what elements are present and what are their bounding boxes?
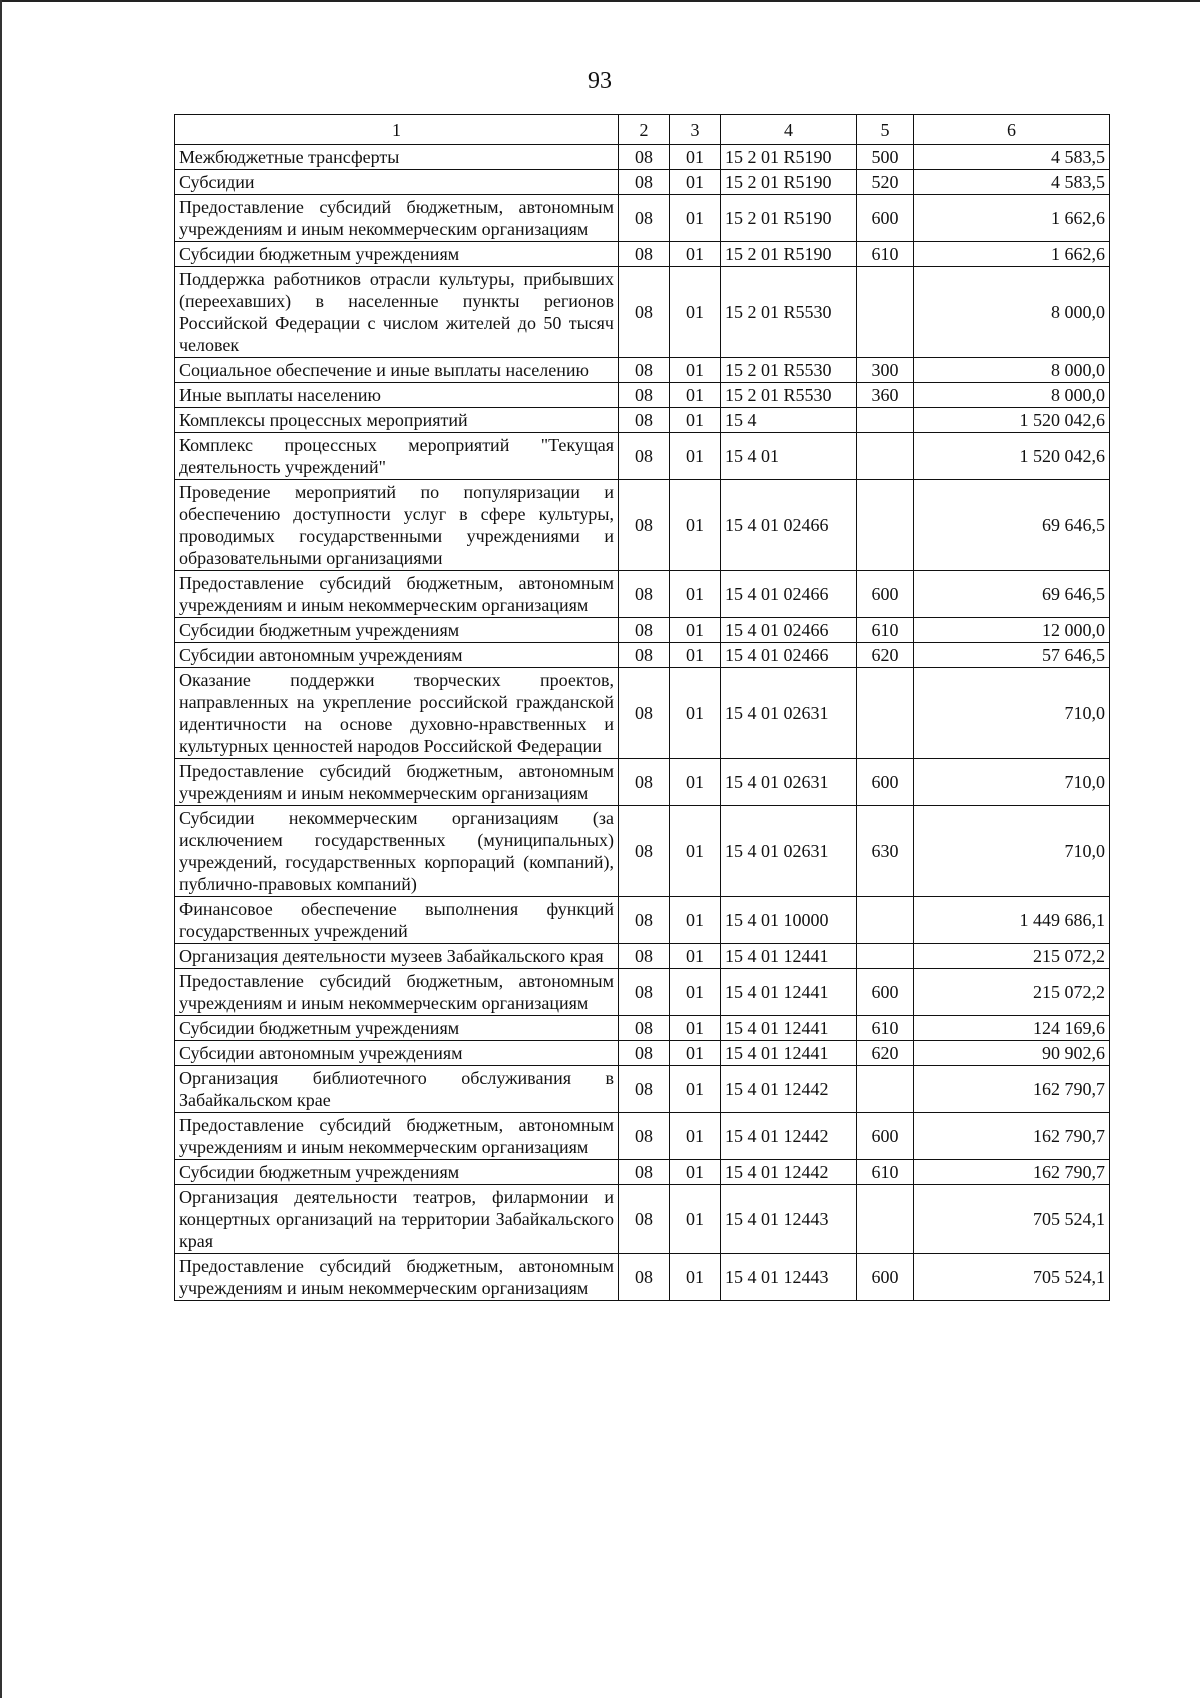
header-cell: 4 (721, 115, 857, 145)
table-row (175, 1160, 1110, 1185)
cell-target-code: 15 4 01 02631 (721, 668, 857, 759)
table-row (175, 1041, 1110, 1066)
cell-target-code: 15 4 01 12442 (721, 1160, 857, 1185)
cell-amount: 1 520 042,6 (914, 408, 1110, 433)
cell-target-code: 15 4 01 02466 (721, 643, 857, 668)
cell-target-code: 15 2 01 R5530 (721, 383, 857, 408)
cell-target-code: 15 4 01 02466 (721, 571, 857, 618)
cell-amount: 124 169,6 (914, 1016, 1110, 1041)
cell-amount: 12 000,0 (914, 618, 1110, 643)
header-cell: 2 (619, 115, 670, 145)
cell-amount: 162 790,7 (914, 1066, 1110, 1113)
cell-expense-type: 610 (857, 1160, 914, 1185)
cell-section: 08 (619, 969, 670, 1016)
cell-target-code: 15 2 01 R5530 (721, 358, 857, 383)
cell-section: 08 (619, 242, 670, 267)
cell-amount: 710,0 (914, 759, 1110, 806)
cell-name: Субсидии некоммерческим организациям (за исключением государственных (муниципальных) учреждений, государственных корпораций (компаний), публично-правовых компаний) (175, 806, 619, 897)
cell-target-code: 15 4 (721, 408, 857, 433)
table-row (175, 969, 1110, 1016)
cell-expense-type: 630 (857, 806, 914, 897)
cell-subsection: 01 (670, 1185, 721, 1254)
table-row (175, 480, 1110, 571)
cell-section: 08 (619, 383, 670, 408)
cell-name: Оказание поддержки творческих проектов, направленных на укрепление российской гражданской идентичности на основе духовно-нравственных и культурных ценностей народов Российской Федерации (175, 668, 619, 759)
cell-expense-type: 610 (857, 1016, 914, 1041)
cell-target-code: 15 2 01 R5190 (721, 170, 857, 195)
cell-subsection: 01 (670, 806, 721, 897)
cell-target-code: 15 4 01 02466 (721, 618, 857, 643)
cell-subsection: 01 (670, 643, 721, 668)
cell-name: Комплексы процессных мероприятий (175, 408, 619, 433)
cell-expense-type: 600 (857, 969, 914, 1016)
cell-subsection: 01 (670, 897, 721, 944)
cell-amount: 4 583,5 (914, 170, 1110, 195)
cell-subsection: 01 (670, 1066, 721, 1113)
table-row (175, 944, 1110, 969)
cell-section: 08 (619, 944, 670, 969)
cell-subsection: 01 (670, 480, 721, 571)
cell-name: Организация деятельности театров, филармонии и концертных организаций на территории Забайкальского края (175, 1185, 619, 1254)
table-row (175, 806, 1110, 897)
cell-expense-type (857, 1066, 914, 1113)
cell-expense-type: 620 (857, 1041, 914, 1066)
table-row (175, 383, 1110, 408)
cell-amount: 162 790,7 (914, 1160, 1110, 1185)
cell-subsection: 01 (670, 1160, 721, 1185)
cell-section: 08 (619, 433, 670, 480)
cell-expense-type: 360 (857, 383, 914, 408)
cell-amount: 710,0 (914, 668, 1110, 759)
cell-section: 08 (619, 408, 670, 433)
cell-section: 08 (619, 1066, 670, 1113)
cell-name: Проведение мероприятий по популяризации и обеспечению доступности услуг в сфере культуры, проводимых государственными учреждениями и образовательными организациями (175, 480, 619, 571)
cell-section: 08 (619, 1041, 670, 1066)
cell-subsection: 01 (670, 408, 721, 433)
cell-amount: 8 000,0 (914, 267, 1110, 358)
cell-amount: 1 449 686,1 (914, 897, 1110, 944)
cell-subsection: 01 (670, 383, 721, 408)
cell-subsection: 01 (670, 145, 721, 170)
cell-name: Организация деятельности музеев Забайкальского края (175, 944, 619, 969)
cell-target-code: 15 4 01 (721, 433, 857, 480)
cell-name: Социальное обеспечение и иные выплаты населению (175, 358, 619, 383)
cell-name: Предоставление субсидий бюджетным, автономным учреждениям и иным некоммерческим организациям (175, 969, 619, 1016)
cell-subsection: 01 (670, 571, 721, 618)
cell-section: 08 (619, 170, 670, 195)
cell-subsection: 01 (670, 1016, 721, 1041)
header-cell: 5 (857, 115, 914, 145)
cell-amount: 69 646,5 (914, 480, 1110, 571)
cell-target-code: 15 4 01 12441 (721, 1016, 857, 1041)
scan-edge-top (0, 0, 1200, 2)
cell-subsection: 01 (670, 267, 721, 358)
table-row (175, 897, 1110, 944)
cell-amount: 90 902,6 (914, 1041, 1110, 1066)
cell-amount: 1 662,6 (914, 195, 1110, 242)
table-row (175, 267, 1110, 358)
cell-name: Предоставление субсидий бюджетным, автономным учреждениям и иным некоммерческим организациям (175, 759, 619, 806)
cell-section: 08 (619, 480, 670, 571)
table-row (175, 145, 1110, 170)
cell-subsection: 01 (670, 969, 721, 1016)
cell-name: Иные выплаты населению (175, 383, 619, 408)
cell-target-code: 15 2 01 R5190 (721, 242, 857, 267)
cell-section: 08 (619, 618, 670, 643)
cell-expense-type: 500 (857, 145, 914, 170)
cell-amount: 710,0 (914, 806, 1110, 897)
cell-name: Предоставление субсидий бюджетным, автономным учреждениям и иным некоммерческим организациям (175, 195, 619, 242)
cell-section: 08 (619, 643, 670, 668)
cell-section: 08 (619, 1254, 670, 1301)
cell-amount: 57 646,5 (914, 643, 1110, 668)
cell-target-code: 15 2 01 R5190 (721, 145, 857, 170)
table-row (175, 668, 1110, 759)
cell-amount: 162 790,7 (914, 1113, 1110, 1160)
cell-name: Субсидии бюджетным учреждениям (175, 1160, 619, 1185)
table-row (175, 1066, 1110, 1113)
cell-section: 08 (619, 806, 670, 897)
cell-amount: 215 072,2 (914, 969, 1110, 1016)
cell-name: Субсидии автономным учреждениям (175, 643, 619, 668)
cell-subsection: 01 (670, 1041, 721, 1066)
cell-name: Субсидии автономным учреждениям (175, 1041, 619, 1066)
budget-table (174, 114, 1110, 1301)
cell-expense-type: 620 (857, 643, 914, 668)
cell-subsection: 01 (670, 195, 721, 242)
cell-name: Предоставление субсидий бюджетным, автономным учреждениям и иным некоммерческим организациям (175, 1113, 619, 1160)
cell-expense-type: 600 (857, 759, 914, 806)
cell-target-code: 15 4 01 12441 (721, 1041, 857, 1066)
cell-section: 08 (619, 897, 670, 944)
header-cell: 6 (914, 115, 1110, 145)
cell-expense-type: 600 (857, 1113, 914, 1160)
table-row (175, 358, 1110, 383)
cell-name: Поддержка работников отрасли культуры, прибывших (переехавших) в населенные пункты регионов Российской Федерации с числом жителей до 50 тысяч человек (175, 267, 619, 358)
cell-amount: 705 524,1 (914, 1185, 1110, 1254)
cell-subsection: 01 (670, 1254, 721, 1301)
cell-target-code: 15 4 01 12442 (721, 1113, 857, 1160)
header-row (175, 115, 1110, 145)
cell-amount: 69 646,5 (914, 571, 1110, 618)
cell-target-code: 15 2 01 R5190 (721, 195, 857, 242)
table-row (175, 1254, 1110, 1301)
cell-expense-type: 600 (857, 195, 914, 242)
cell-target-code: 15 4 01 12441 (721, 969, 857, 1016)
cell-expense-type (857, 433, 914, 480)
cell-target-code: 15 4 01 12441 (721, 944, 857, 969)
cell-expense-type (857, 897, 914, 944)
cell-section: 08 (619, 668, 670, 759)
table-row (175, 618, 1110, 643)
cell-expense-type: 300 (857, 358, 914, 383)
page-number: 93 (588, 68, 612, 94)
cell-subsection: 01 (670, 668, 721, 759)
cell-name: Организация библиотечного обслуживания в Забайкальском крае (175, 1066, 619, 1113)
cell-subsection: 01 (670, 170, 721, 195)
cell-subsection: 01 (670, 358, 721, 383)
cell-subsection: 01 (670, 944, 721, 969)
cell-amount: 4 583,5 (914, 145, 1110, 170)
cell-target-code: 15 4 01 12443 (721, 1185, 857, 1254)
cell-subsection: 01 (670, 242, 721, 267)
cell-name: Субсидии (175, 170, 619, 195)
cell-target-code: 15 4 01 02466 (721, 480, 857, 571)
cell-name: Субсидии бюджетным учреждениям (175, 1016, 619, 1041)
cell-subsection: 01 (670, 433, 721, 480)
cell-expense-type: 610 (857, 242, 914, 267)
table-row (175, 759, 1110, 806)
cell-expense-type (857, 480, 914, 571)
cell-section: 08 (619, 1016, 670, 1041)
cell-name: Межбюджетные трансферты (175, 145, 619, 170)
cell-amount: 8 000,0 (914, 383, 1110, 408)
cell-name: Предоставление субсидий бюджетным, автономным учреждениям и иным некоммерческим организациям (175, 571, 619, 618)
cell-name: Финансовое обеспечение выполнения функций государственных учреждений (175, 897, 619, 944)
cell-subsection: 01 (670, 618, 721, 643)
cell-expense-type: 600 (857, 1254, 914, 1301)
cell-expense-type: 600 (857, 571, 914, 618)
cell-expense-type (857, 1185, 914, 1254)
cell-target-code: 15 4 01 12443 (721, 1254, 857, 1301)
cell-name: Субсидии бюджетным учреждениям (175, 242, 619, 267)
cell-expense-type (857, 668, 914, 759)
table-row (175, 1016, 1110, 1041)
table-row (175, 1113, 1110, 1160)
table-row (175, 195, 1110, 242)
cell-target-code: 15 4 01 02631 (721, 806, 857, 897)
cell-expense-type (857, 944, 914, 969)
cell-section: 08 (619, 759, 670, 806)
cell-expense-type (857, 408, 914, 433)
cell-amount: 1 662,6 (914, 242, 1110, 267)
cell-section: 08 (619, 1160, 670, 1185)
table-row (175, 643, 1110, 668)
cell-target-code: 15 4 01 10000 (721, 897, 857, 944)
cell-amount: 215 072,2 (914, 944, 1110, 969)
cell-target-code: 15 4 01 12442 (721, 1066, 857, 1113)
table-row (175, 170, 1110, 195)
table-row (175, 1185, 1110, 1254)
cell-name: Комплекс процессных мероприятий "Текущая деятельность учреждений" (175, 433, 619, 480)
table-row (175, 433, 1110, 480)
cell-section: 08 (619, 145, 670, 170)
header-cell: 1 (175, 115, 619, 145)
cell-amount: 8 000,0 (914, 358, 1110, 383)
cell-expense-type (857, 267, 914, 358)
table-row (175, 408, 1110, 433)
cell-subsection: 01 (670, 1113, 721, 1160)
cell-section: 08 (619, 571, 670, 618)
cell-subsection: 01 (670, 759, 721, 806)
cell-section: 08 (619, 1185, 670, 1254)
cell-amount: 1 520 042,6 (914, 433, 1110, 480)
cell-amount: 705 524,1 (914, 1254, 1110, 1301)
cell-section: 08 (619, 358, 670, 383)
cell-section: 08 (619, 267, 670, 358)
cell-expense-type: 610 (857, 618, 914, 643)
cell-expense-type: 520 (857, 170, 914, 195)
cell-target-code: 15 4 01 02631 (721, 759, 857, 806)
scan-edge-left (0, 0, 2, 1698)
table-row (175, 242, 1110, 267)
cell-name: Субсидии бюджетным учреждениям (175, 618, 619, 643)
cell-target-code: 15 2 01 R5530 (721, 267, 857, 358)
cell-section: 08 (619, 1113, 670, 1160)
table-row (175, 571, 1110, 618)
header-cell: 3 (670, 115, 721, 145)
cell-section: 08 (619, 195, 670, 242)
cell-name: Предоставление субсидий бюджетным, автономным учреждениям и иным некоммерческим организациям (175, 1254, 619, 1301)
